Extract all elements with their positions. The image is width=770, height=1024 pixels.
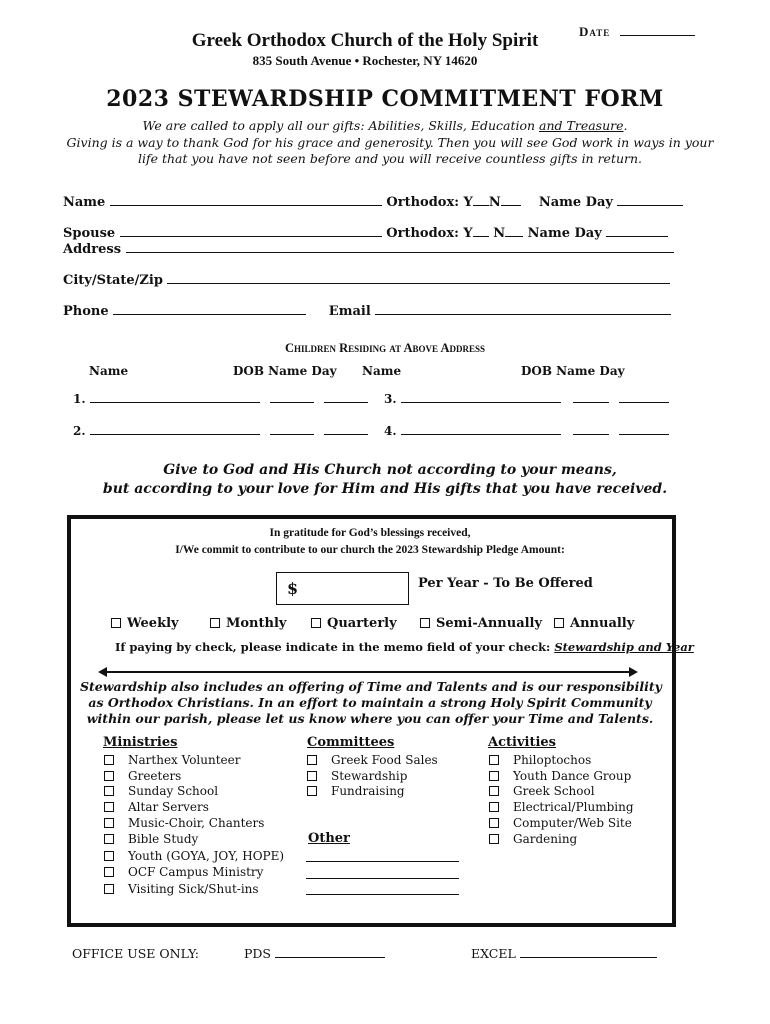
committee-item[interactable] xyxy=(307,769,407,783)
time-talent-line-2: as Orthodox Christians. In an effort to maintain a strong Holy Spirit Community xyxy=(88,695,652,710)
checkbox-icon[interactable] xyxy=(104,867,114,877)
checkbox-icon[interactable] xyxy=(307,755,317,765)
child-dob-input[interactable] xyxy=(270,434,314,435)
activity-item[interactable] xyxy=(489,816,632,830)
date-label: Date xyxy=(579,24,611,39)
address-label: Address xyxy=(63,242,122,257)
frequency-label: Weekly xyxy=(127,616,179,631)
ministry-label: Youth (GOYA, JOY, HOPE) xyxy=(128,849,285,863)
child-name-input[interactable] xyxy=(401,434,561,435)
name-label: Name xyxy=(63,195,106,210)
checkbox-icon[interactable] xyxy=(104,786,114,796)
ministry-item[interactable] xyxy=(104,784,218,798)
activity-item[interactable] xyxy=(489,832,577,846)
excel-field[interactable] xyxy=(471,946,657,961)
church-address: 835 South Avenue • Rochester, NY 14620 xyxy=(252,53,478,68)
orthodox-label: Orthodox: Y xyxy=(386,195,473,210)
checkbox-icon[interactable] xyxy=(210,618,220,628)
frequency-quarterly[interactable] xyxy=(311,616,397,631)
excel-label: EXCEL xyxy=(471,946,516,961)
address-input[interactable] xyxy=(126,252,674,253)
child-nameday-input[interactable] xyxy=(619,434,669,435)
memo-text: If paying by check, please indicate in the memo field of your check: xyxy=(115,640,555,654)
child-num: 4. xyxy=(384,424,397,438)
ministry-label: Bible Study xyxy=(128,832,199,846)
per-year-label: Per Year - To Be Offered xyxy=(418,576,593,591)
date-field[interactable] xyxy=(579,24,695,40)
checkbox-icon[interactable] xyxy=(104,771,114,781)
church-name: Greek Orthodox Church of the Holy Spirit xyxy=(191,30,539,51)
frequency-monthly[interactable] xyxy=(210,616,286,631)
child-name-input[interactable] xyxy=(90,402,260,403)
activity-item[interactable] xyxy=(489,800,634,814)
form-title: 2023 STEWARDSHIP COMMITMENT FORM xyxy=(106,86,664,112)
child-row-4 xyxy=(384,424,669,438)
name-input[interactable] xyxy=(110,205,382,206)
other-input-1[interactable] xyxy=(306,861,459,862)
excel-input[interactable] xyxy=(520,957,657,958)
phone-input[interactable] xyxy=(113,314,306,315)
other-input-2[interactable] xyxy=(306,878,459,879)
checkbox-icon[interactable] xyxy=(104,884,114,894)
child-num: 1. xyxy=(73,392,86,406)
intro-line-1 xyxy=(0,118,770,133)
time-talent-line-3: within our parish, please let us know where you can offer your Time and Talents. xyxy=(86,711,654,726)
city-row xyxy=(63,273,670,288)
activity-item[interactable] xyxy=(489,769,631,783)
activity-label: Greek School xyxy=(513,784,595,798)
double-arrow-divider xyxy=(98,666,638,678)
ministry-label: Visiting Sick/Shut-ins xyxy=(128,882,259,896)
activity-label: Philoptochos xyxy=(513,753,592,767)
child-name-input[interactable] xyxy=(401,402,561,403)
children-heading: Children Residing at Above Address xyxy=(284,341,486,355)
quote-line-1: Give to God and His Church not according to your means, xyxy=(163,462,617,478)
activity-label: Youth Dance Group xyxy=(513,769,632,783)
orthodox-n-label: N xyxy=(488,195,501,210)
child-nameday-input[interactable] xyxy=(324,434,368,435)
pds-label: PDS xyxy=(244,946,271,961)
time-talent-line-1: Stewardship also includes an offering of Time and Talents and is our responsibility xyxy=(80,679,662,694)
frequency-label: Quarterly xyxy=(327,616,397,631)
ministry-label: Altar Servers xyxy=(128,800,209,814)
office-use-label: OFFICE USE ONLY: xyxy=(72,946,199,961)
ministry-item[interactable] xyxy=(104,865,263,879)
ministry-item[interactable] xyxy=(104,816,264,830)
checkbox-icon[interactable] xyxy=(307,786,317,796)
name-day-label: Name Day xyxy=(538,195,613,210)
ministry-label: Greeters xyxy=(128,769,182,783)
spouse-orthodox-label: Orthodox: Y xyxy=(386,226,473,241)
phone-row xyxy=(63,304,671,319)
committee-item[interactable] xyxy=(307,753,438,767)
ministry-label: OCF Campus Ministry xyxy=(128,865,264,879)
other-input-3[interactable] xyxy=(306,894,459,895)
child-nameday-input[interactable] xyxy=(619,402,669,403)
checkbox-icon[interactable] xyxy=(307,771,317,781)
checkbox-icon[interactable] xyxy=(104,851,114,861)
children-col-name-right: Name xyxy=(362,364,402,378)
spouse-label: Spouse xyxy=(63,226,116,241)
child-num: 3. xyxy=(384,392,397,406)
activity-item[interactable] xyxy=(489,784,595,798)
ministry-item[interactable] xyxy=(104,753,240,767)
email-input[interactable] xyxy=(375,314,671,315)
checkbox-icon[interactable] xyxy=(104,755,114,765)
spouse-orthodox-n-label: N xyxy=(493,226,506,241)
children-col-dob-left: DOB Name Day xyxy=(233,364,337,378)
email-label: Email xyxy=(328,304,371,319)
intro-treasure: and Treasure xyxy=(539,118,624,133)
child-row-3 xyxy=(384,392,669,406)
ministry-label: Sunday School xyxy=(128,784,219,798)
frequency-annually[interactable] xyxy=(554,616,634,631)
intro-line-2: Giving is a way to thank God for his grace and generosity. Then you will see God work in ways in your xyxy=(66,135,714,150)
city-label: City/State/Zip xyxy=(63,273,163,288)
checkbox-icon[interactable] xyxy=(489,786,499,796)
checkbox-icon[interactable] xyxy=(489,834,499,844)
quote-line-2: but according to your love for Him and His gifts that you have received. xyxy=(102,481,668,497)
intro-period: . xyxy=(623,118,628,133)
memo-note xyxy=(115,640,694,654)
child-row-2 xyxy=(73,424,368,438)
ministry-item[interactable] xyxy=(104,832,198,846)
spouse-input[interactable] xyxy=(120,236,382,237)
pledge-line-1: In gratitude for God’s blessings received, xyxy=(269,527,471,539)
activity-item[interactable] xyxy=(489,753,591,767)
pledge-line-2: I/We commit to contribute to our church the 2023 Stewardship Pledge Amount: xyxy=(175,544,565,556)
ministry-item[interactable] xyxy=(104,849,284,863)
orthodox-n-input[interactable] xyxy=(501,205,521,206)
ministries-title: Ministries xyxy=(103,735,178,750)
checkbox-icon[interactable] xyxy=(104,834,114,844)
checkbox-icon[interactable] xyxy=(489,802,499,812)
checkbox-icon[interactable] xyxy=(489,818,499,828)
frequency-label: Monthly xyxy=(226,616,287,631)
name-row xyxy=(63,195,683,210)
memo-emphasis: Stewardship and Year xyxy=(554,640,694,654)
frequency-label: Annually xyxy=(570,616,635,631)
name-day-input[interactable] xyxy=(617,205,683,206)
checkbox-icon[interactable] xyxy=(420,618,430,628)
activity-label: Electrical/Plumbing xyxy=(513,800,634,814)
children-col-dob-right: DOB Name Day xyxy=(521,364,625,378)
pds-input[interactable] xyxy=(275,957,385,958)
child-num: 2. xyxy=(73,424,86,438)
committee-label: Greek Food Sales xyxy=(331,753,438,767)
committees-title: Committees xyxy=(307,735,395,750)
committee-item[interactable] xyxy=(307,784,405,798)
frequency-label: Semi-Annually xyxy=(436,616,543,631)
spouse-name-day-label: Name Day xyxy=(527,226,602,241)
activity-label: Computer/Web Site xyxy=(513,816,632,830)
ministry-item[interactable] xyxy=(104,882,259,896)
spouse-row xyxy=(63,226,668,241)
committee-label: Stewardship xyxy=(331,769,408,783)
child-dob-input[interactable] xyxy=(270,402,314,403)
intro-text: We are called to apply all our gifts: Abilities, Skills, Education xyxy=(142,118,540,133)
ministry-item[interactable] xyxy=(104,769,181,783)
activity-label: Gardening xyxy=(513,832,578,846)
checkbox-icon[interactable] xyxy=(311,618,321,628)
committee-label: Fundraising xyxy=(331,784,405,798)
child-row-1 xyxy=(73,392,368,406)
checkbox-icon[interactable] xyxy=(104,818,114,828)
dollar-sign: $ xyxy=(287,579,299,598)
child-dob-input[interactable] xyxy=(573,434,609,435)
child-name-input[interactable] xyxy=(90,434,260,435)
activities-title: Activities xyxy=(488,735,556,750)
children-col-name-left: Name xyxy=(89,364,129,378)
city-input[interactable] xyxy=(167,283,670,284)
ministry-item[interactable] xyxy=(104,800,209,814)
checkbox-icon[interactable] xyxy=(489,771,499,781)
address-row xyxy=(63,242,674,257)
spouse-name-day-input[interactable] xyxy=(606,236,668,237)
frequency-weekly[interactable] xyxy=(111,616,179,631)
checkbox-icon[interactable] xyxy=(554,618,564,628)
phone-label: Phone xyxy=(63,304,109,319)
orthodox-y-input[interactable] xyxy=(473,205,489,206)
child-nameday-input[interactable] xyxy=(324,402,368,403)
pds-field[interactable] xyxy=(244,946,385,961)
child-dob-input[interactable] xyxy=(573,402,609,403)
ministry-label: Music-Choir, Chanters xyxy=(128,816,265,830)
checkbox-icon[interactable] xyxy=(111,618,121,628)
spouse-orthodox-y-input[interactable] xyxy=(473,236,489,237)
checkbox-icon[interactable] xyxy=(489,755,499,765)
intro-line-3: life that you have not seen before and you will receive countless gifts in return. xyxy=(137,151,643,166)
pledge-amount-input[interactable] xyxy=(276,572,409,605)
frequency-semi-annually[interactable] xyxy=(420,616,542,631)
ministry-label: Narthex Volunteer xyxy=(128,753,241,767)
spouse-orthodox-n-input[interactable] xyxy=(505,236,523,237)
checkbox-icon[interactable] xyxy=(104,802,114,812)
other-title: Other xyxy=(308,831,350,846)
